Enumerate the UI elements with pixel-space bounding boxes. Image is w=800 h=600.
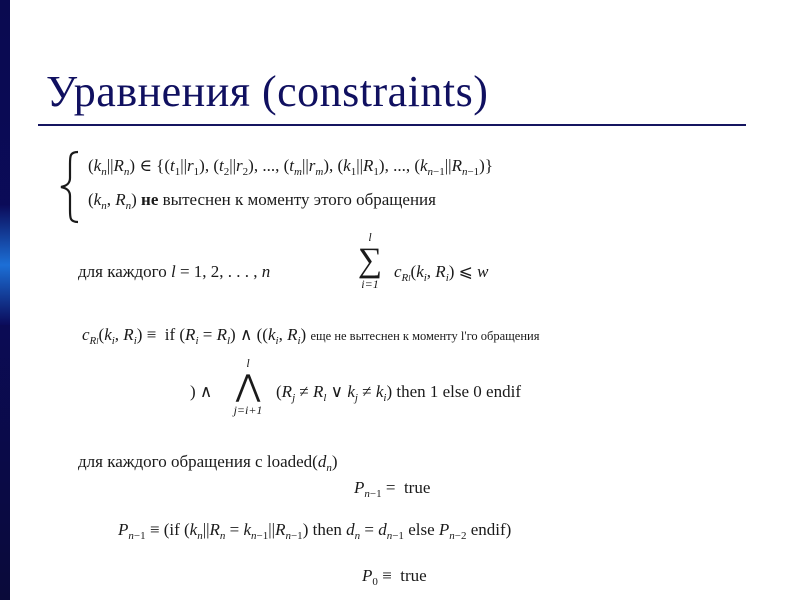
sum-upper-limit: l <box>368 230 372 244</box>
system-row-2 <box>88 190 436 210</box>
loaded-func: $loaded(d_n)$ <box>266 452 338 474</box>
slide-side-accent <box>0 205 10 325</box>
eq-p0: $P_0$ ≡ true <box>362 566 427 588</box>
and-upper-limit: l <box>246 356 250 370</box>
for-each-l-prefix: для каждого <box>78 262 171 281</box>
system-row-2-rest: вытеснен к моменту этого обращения <box>158 190 436 209</box>
and-lower-limit: j=i+1 <box>233 403 263 417</box>
system-row-2-bold: не <box>141 190 159 209</box>
sum-lower-limit: i=1 <box>361 277 379 291</box>
system-row-1-formula: $(k_n||R_n)$ ∈ {$(t_1||r_1)$, $(t_2||r_2)$, ..., $(t_m||r_m)$, $(k_1||R_1)$, ..., $(k_{n-1}||R_{n-1})$} <box>88 156 493 178</box>
big-and-symbol: ⋀ <box>235 370 261 403</box>
for-each-l-range: l = 1, 2, . . . , n <box>170 262 271 281</box>
cost-definition-note: еще не вытеснен к моменту l'го обращения <box>310 329 540 343</box>
slide-title: Уравнения (constraints) <box>46 67 489 116</box>
system-row-2-pair: ($k_n$, $R_n$) <box>88 190 142 212</box>
loaded-line <box>78 452 338 472</box>
cost-continuation-rest: ($R_j \ne R_l$ ∨ $k_j \ne k_i$) then 1 else 0 endif <box>276 382 521 404</box>
cost-continuation-prefix: ) ∧ <box>190 382 213 401</box>
system-row-1 <box>88 156 493 176</box>
eq-p-true: $P_{n-1}$ = true <box>354 478 431 500</box>
left-brace <box>58 150 80 224</box>
sum-body: $c_{Rl}(k_i$, $R_i$) ⩽ w <box>394 262 489 284</box>
cost-definition: $c_{Rl}(k_i$, $R_i$) ≡ if $(R_i = R_l)$ ∧ (($k_i$, $R_i$) еще не вытеснен к моменту l'го обращения <box>82 325 540 347</box>
sum-symbol: ∑ <box>357 242 383 279</box>
big-and-operator <box>226 356 270 418</box>
title-underline <box>38 124 746 126</box>
eq-p-definition: $P_{n-1} \equiv (if$ $(k_n||R_n = k_{n-1}||R_{n-1})$ then $d_n = d_{n-1}$ else $P_{n-2}$ endif) <box>118 520 512 542</box>
loaded-prefix: для каждого обращения с <box>78 452 267 471</box>
sum-operator <box>350 230 390 292</box>
for-each-l-prefix-line <box>78 262 270 282</box>
